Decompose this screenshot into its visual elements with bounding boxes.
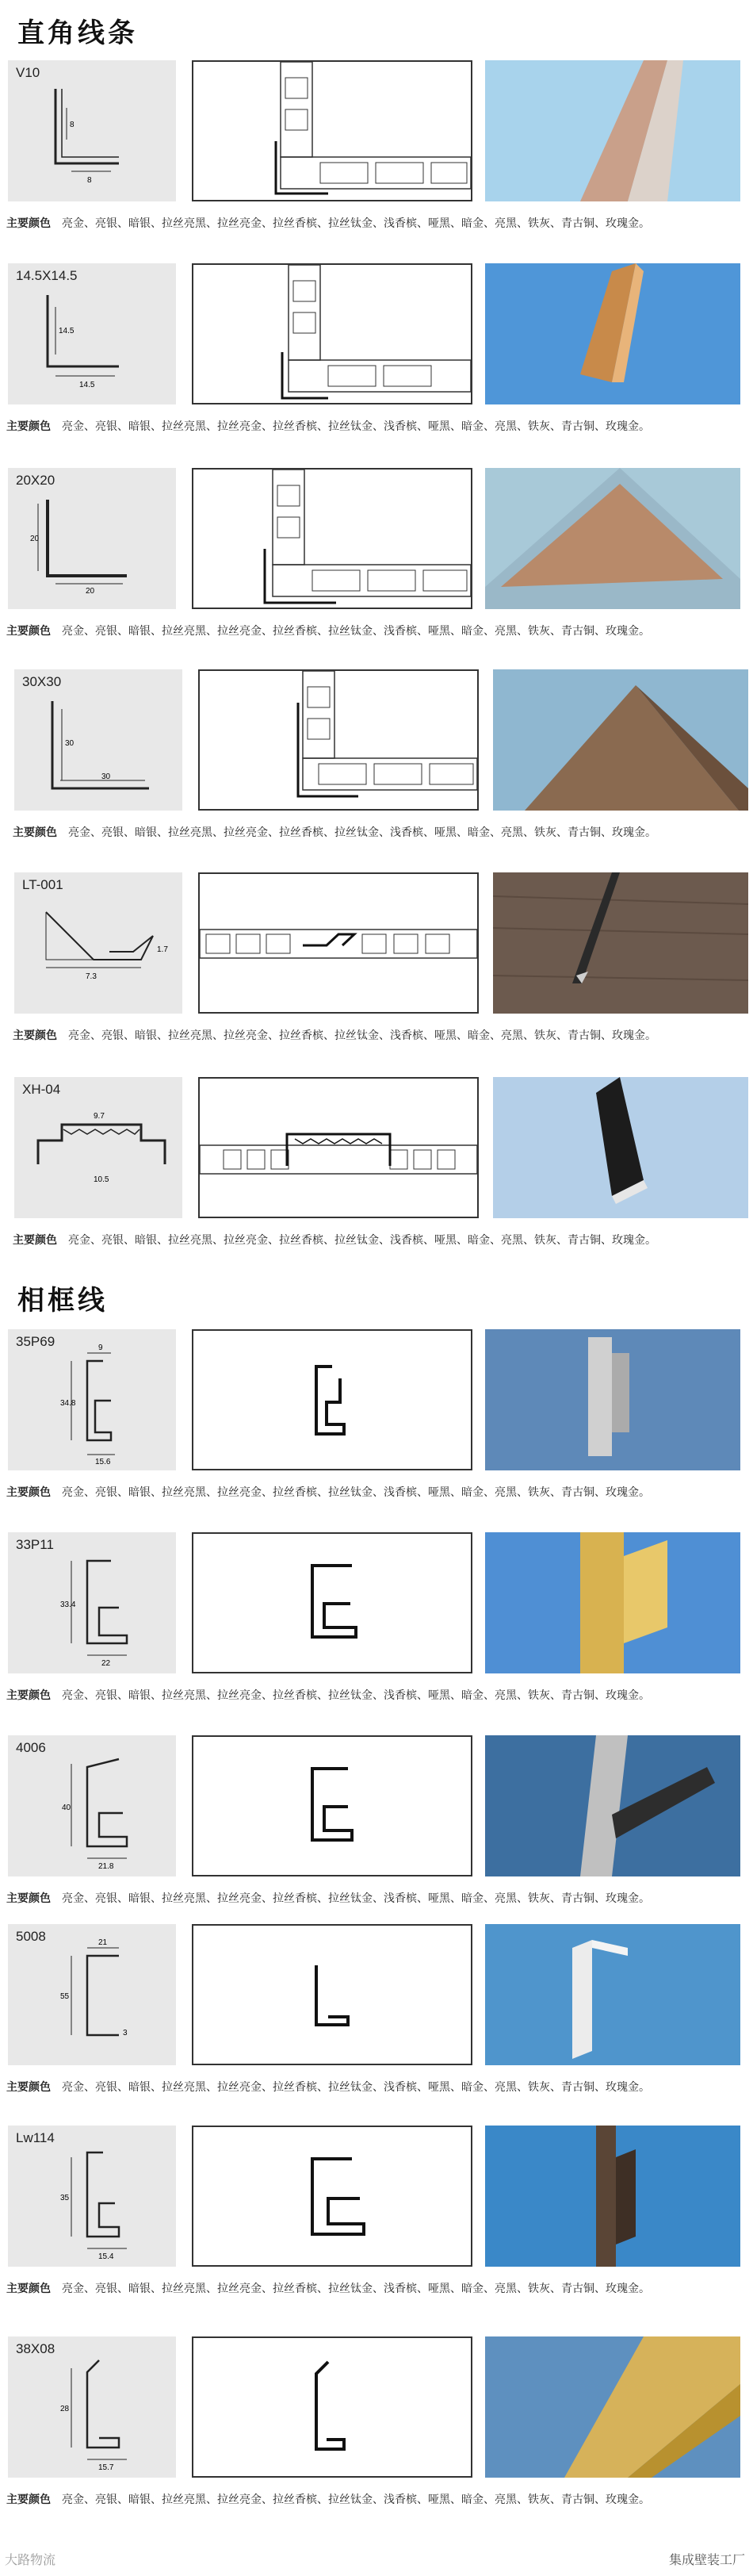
color-label: 主要颜色 (13, 826, 57, 838)
spec-drawing (8, 468, 176, 609)
product-code: LT-001 (22, 877, 63, 892)
color-label: 主要颜色 (13, 1029, 57, 1041)
product-code: Lw114 (16, 2130, 55, 2145)
color-label: 主要颜色 (6, 2080, 51, 2093)
dim-label: 14.5 (59, 327, 75, 335)
profile-diagram (8, 1924, 176, 2065)
color-options (6, 2280, 650, 2296)
color-options (13, 824, 656, 840)
product-photo (485, 1735, 740, 1876)
photo-background (493, 872, 748, 1014)
photo-profile (588, 1337, 612, 1456)
installation-drawing (192, 468, 472, 609)
dim-label: 9 (98, 1344, 103, 1352)
color-label: 主要颜色 (13, 1233, 57, 1246)
color-options (6, 1687, 650, 1703)
dim-label: 1.7 (157, 945, 168, 954)
color-label: 主要颜色 (6, 1892, 51, 1904)
color-list: 亮金、亮银、暗银、拉丝亮黑、拉丝亮金、拉丝香槟、拉丝钛金、浅香槟、哑黑、暗金、亮黑、铁灰、青古铜、玫瑰金。 (62, 1689, 650, 1701)
dim-label: 33.4 (60, 1600, 76, 1609)
spec-drawing (8, 1924, 176, 2065)
color-label: 主要颜色 (6, 2282, 51, 2294)
color-label: 主要颜色 (6, 624, 51, 637)
product-lw114 (0, 2126, 753, 2321)
photo-profile (572, 1940, 592, 2059)
product-v10 (0, 60, 753, 255)
spec-drawing (14, 872, 182, 1014)
product-4006 (0, 1735, 753, 1930)
profile-diagram (8, 2126, 176, 2267)
section-title-corner: 直角线条 (17, 18, 138, 48)
installation-drawing (192, 2336, 472, 2478)
color-options (6, 2079, 650, 2095)
product-33p11 (0, 1532, 753, 1727)
color-list: 亮金、亮银、暗银、拉丝亮黑、拉丝亮金、拉丝香槟、拉丝钛金、浅香槟、哑黑、暗金、亮黑、铁灰、青古铜、玫瑰金。 (62, 2493, 650, 2505)
product-photo (485, 2126, 740, 2267)
spec-drawing (8, 1329, 176, 1470)
dim-label: 20 (30, 535, 40, 543)
dim-label: 15.6 (95, 1458, 111, 1466)
profile-diagram (8, 2336, 176, 2478)
color-options (6, 623, 650, 638)
color-list: 亮金、亮银、暗银、拉丝亮黑、拉丝亮金、拉丝香槟、拉丝钛金、浅香槟、哑黑、暗金、亮黑、铁灰、青古铜、玫瑰金。 (62, 420, 650, 432)
product-photo (493, 872, 748, 1014)
spec-drawing (8, 60, 176, 201)
color-options (13, 1232, 656, 1248)
color-label: 主要颜色 (6, 217, 51, 229)
installation-drawing (192, 2126, 472, 2267)
installation-drawing (192, 1532, 472, 1673)
color-options (6, 418, 650, 434)
product-code: V10 (16, 65, 40, 80)
color-options (6, 1890, 650, 1906)
dim-label: 15.4 (98, 2252, 114, 2261)
dim-label: 30 (101, 772, 111, 781)
dim-label: 55 (60, 1992, 70, 2001)
product-code: 38X08 (16, 2341, 55, 2356)
product-code: 14.5X14.5 (16, 268, 78, 283)
product-35p69 (0, 1329, 753, 1524)
color-list: 亮金、亮银、暗银、拉丝亮黑、拉丝亮金、拉丝香槟、拉丝钛金、浅香槟、哑黑、暗金、亮黑、铁灰、青古铜、玫瑰金。 (62, 2080, 650, 2093)
product-photo (485, 2336, 740, 2478)
dim-label: 9.7 (94, 1112, 105, 1121)
profile-diagram (8, 1532, 176, 1673)
profile-diagram (8, 263, 176, 404)
dim-label: 28 (60, 2405, 70, 2413)
installation-drawing (192, 263, 472, 404)
dim-label: 8 (87, 176, 92, 185)
color-list: 亮金、亮银、暗银、拉丝亮黑、拉丝亮金、拉丝香槟、拉丝钛金、浅香槟、哑黑、暗金、亮黑、铁灰、青古铜、玫瑰金。 (68, 1233, 656, 1246)
product-xh-04 (0, 1077, 753, 1272)
spec-drawing (8, 2336, 176, 2478)
profile-diagram (14, 1077, 182, 1218)
product-photo (493, 1077, 748, 1218)
product-photo (485, 1532, 740, 1673)
watermark-left: 大路物流 (5, 2554, 56, 2567)
installation-drawing (198, 872, 479, 1014)
product-30x30 (0, 669, 753, 864)
dim-label: 15.7 (98, 2463, 114, 2472)
color-list: 亮金、亮银、暗银、拉丝亮黑、拉丝亮金、拉丝香槟、拉丝钛金、浅香槟、哑黑、暗金、亮黑、铁灰、青古铜、玫瑰金。 (62, 1485, 650, 1498)
spec-drawing (8, 2126, 176, 2267)
profile-diagram (8, 468, 176, 609)
color-options (13, 1027, 656, 1043)
installation-drawing (198, 1077, 479, 1218)
dim-label: 35 (60, 2194, 70, 2202)
product-lt-001 (0, 872, 753, 1068)
product-photo (485, 1329, 740, 1470)
installation-drawing (192, 1735, 472, 1876)
watermark-right: 集成壁装工厂 (668, 2554, 745, 2567)
profile-diagram (8, 1735, 176, 1876)
installation-drawing (192, 60, 472, 201)
dim-label: 34.8 (60, 1399, 76, 1408)
profile-diagram (14, 872, 182, 1014)
product-code: 20X20 (16, 473, 55, 488)
product-code: 4006 (16, 1740, 46, 1755)
product-code: 35P69 (16, 1334, 55, 1349)
color-options (6, 1484, 650, 1500)
dim-label: 22 (101, 1659, 111, 1668)
color-options (6, 215, 650, 231)
product-code: 33P11 (16, 1537, 54, 1552)
dim-label: 30 (65, 739, 75, 748)
product-code: XH-04 (22, 1082, 61, 1097)
color-label: 主要颜色 (6, 1485, 51, 1498)
dim-label: 7.3 (86, 972, 97, 981)
section-title-frame: 相框线 (17, 1286, 108, 1316)
profile-diagram (14, 669, 182, 811)
color-options (6, 2491, 650, 2507)
dim-label: 14.5 (79, 381, 95, 389)
photo-profile (580, 1532, 624, 1673)
product-photo (485, 263, 740, 404)
product-photo (485, 468, 740, 609)
color-label: 主要颜色 (6, 1689, 51, 1701)
dim-label: 3 (123, 2029, 128, 2037)
color-label: 主要颜色 (6, 2493, 51, 2505)
color-label: 主要颜色 (6, 420, 51, 432)
spec-drawing (14, 669, 182, 811)
color-list: 亮金、亮银、暗银、拉丝亮黑、拉丝亮金、拉丝香槟、拉丝钛金、浅香槟、哑黑、暗金、亮黑、铁灰、青古铜、玫瑰金。 (62, 2282, 650, 2294)
dim-label: 21 (98, 1938, 108, 1947)
product-14-5x14-5 (0, 263, 753, 458)
color-list: 亮金、亮银、暗银、拉丝亮黑、拉丝亮金、拉丝香槟、拉丝钛金、浅香槟、哑黑、暗金、亮黑、铁灰、青古铜、玫瑰金。 (68, 826, 656, 838)
color-list: 亮金、亮银、暗银、拉丝亮黑、拉丝亮金、拉丝香槟、拉丝钛金、浅香槟、哑黑、暗金、亮黑、铁灰、青古铜、玫瑰金。 (62, 217, 650, 229)
dim-label: 10.5 (94, 1175, 109, 1184)
installation-drawing (192, 1924, 472, 2065)
spec-drawing (8, 263, 176, 404)
product-38x08 (0, 2336, 753, 2532)
color-list: 亮金、亮银、暗银、拉丝亮黑、拉丝亮金、拉丝香槟、拉丝钛金、浅香槟、哑黑、暗金、亮黑、铁灰、青古铜、玫瑰金。 (62, 1892, 650, 1904)
color-list: 亮金、亮银、暗银、拉丝亮黑、拉丝亮金、拉丝香槟、拉丝钛金、浅香槟、哑黑、暗金、亮黑、铁灰、青古铜、玫瑰金。 (68, 1029, 656, 1041)
product-code: 5008 (16, 1929, 46, 1944)
dim-label: 8 (70, 121, 75, 129)
product-photo (485, 1924, 740, 2065)
product-20x20 (0, 468, 753, 663)
spec-drawing (14, 1077, 182, 1218)
product-photo (485, 60, 740, 201)
product-code: 30X30 (22, 674, 62, 689)
product-photo (493, 669, 748, 811)
spec-drawing (8, 1735, 176, 1876)
color-list: 亮金、亮银、暗银、拉丝亮黑、拉丝亮金、拉丝香槟、拉丝钛金、浅香槟、哑黑、暗金、亮黑、铁灰、青古铜、玫瑰金。 (62, 624, 650, 637)
photo-profile (596, 2126, 616, 2267)
dim-label: 21.8 (98, 1862, 114, 1871)
product-5008 (0, 1924, 753, 2119)
profile-diagram (8, 60, 176, 201)
dim-label: 40 (62, 1804, 71, 1812)
dim-label: 20 (86, 587, 95, 596)
profile-diagram (8, 1329, 176, 1470)
spec-drawing (8, 1532, 176, 1673)
installation-drawing (198, 669, 479, 811)
installation-drawing (192, 1329, 472, 1470)
